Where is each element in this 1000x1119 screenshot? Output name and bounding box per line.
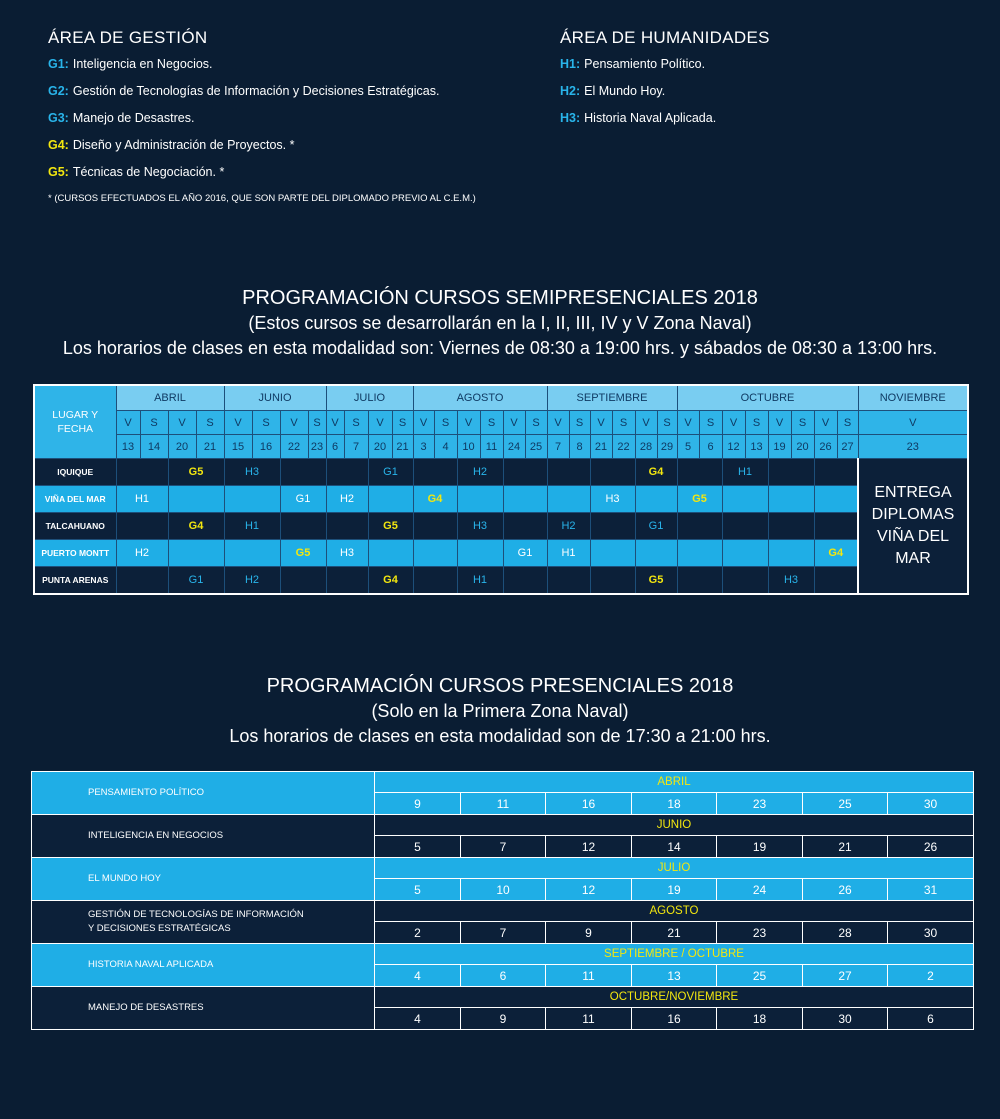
date-cell: 4 (375, 1008, 461, 1030)
schedule-cell (590, 459, 635, 486)
pres-course-row (32, 772, 974, 793)
date-cell: 31 (888, 879, 974, 901)
area-humanidades-title: ÁREA DE HUMANIDADES (560, 28, 770, 47)
gestion-item (48, 110, 476, 137)
semi-date-row (34, 435, 968, 459)
schedule-cell (722, 459, 768, 486)
course-code: H1 (244, 520, 260, 532)
course-code: G5 (648, 574, 664, 586)
course-name: Pensamiento Político. (584, 57, 706, 71)
semi-location-row (34, 540, 968, 567)
day-cell: S (434, 411, 457, 435)
day-cell: V (635, 411, 657, 435)
date-cell: 26 (803, 879, 888, 901)
areas-section (48, 28, 988, 218)
course-code: G5 (383, 520, 398, 532)
date-cell: 9 (546, 922, 632, 944)
schedule-cell (168, 486, 224, 513)
course-code: H3 (244, 466, 260, 478)
schedule-cell (635, 486, 677, 513)
schedule-cell (413, 513, 457, 540)
date-cell: 12 (546, 836, 632, 858)
date-cell: 27 (837, 435, 858, 459)
schedule-cell (280, 486, 326, 513)
date-cell: 21 (392, 435, 413, 459)
schedule-cell (677, 459, 722, 486)
schedule-cell (722, 567, 768, 595)
course-name-cell: GESTIÓN DE TECNOLOGÍAS DE INFORMACIÓN Y DECISIONES ESTRATÉGICAS (32, 901, 375, 944)
date-cell: 6 (699, 435, 722, 459)
humanidades-item (560, 110, 770, 137)
day-cell: V (503, 411, 525, 435)
date-cell: 6 (326, 435, 344, 459)
day-cell: V (590, 411, 612, 435)
gestion-item (48, 83, 476, 110)
semi-location-row (34, 567, 968, 595)
schedule-cell (368, 540, 413, 567)
schedule-cell (677, 540, 722, 567)
course-code: H1 (561, 547, 576, 559)
location-cell: TALCAHUANO (34, 513, 116, 540)
location-cell: IQUIQUE (34, 459, 116, 486)
date-cell: 21 (803, 836, 888, 858)
date-cell: 20 (791, 435, 814, 459)
course-code: G2: (48, 84, 69, 98)
gestion-item (48, 137, 476, 164)
schedule-cell (368, 486, 413, 513)
date-cell: 5 (375, 836, 461, 858)
date-cell: 19 (768, 435, 791, 459)
pres-course-row (32, 858, 974, 879)
course-code: H1 (472, 574, 488, 586)
schedule-cell (814, 459, 858, 486)
schedule-cell (722, 540, 768, 567)
schedule-cell (168, 540, 224, 567)
schedule-cell (814, 486, 858, 513)
course-code: G4 (188, 520, 204, 532)
schedule-cell (326, 513, 368, 540)
semi-location-row (34, 459, 968, 486)
date-cell: 13 (632, 965, 717, 987)
date-cell: 11 (546, 1008, 632, 1030)
schedule-cell (590, 513, 635, 540)
schedule-cell (590, 540, 635, 567)
schedule-cell (503, 567, 547, 595)
day-cell: V (368, 411, 392, 435)
date-cell: 25 (717, 965, 803, 987)
month-header: AGOSTO (413, 385, 547, 411)
semi-heading (0, 286, 1000, 361)
date-cell: 9 (461, 1008, 546, 1030)
day-cell: S (196, 411, 224, 435)
location-cell: PUERTO MONTT (34, 540, 116, 567)
month-header: OCTUBRE (677, 385, 858, 411)
pres-course-row (32, 815, 974, 836)
semi-schedule-table (33, 384, 969, 595)
course-name-cell: MANEJO DE DESASTRES (32, 987, 375, 1030)
course-code: G4 (648, 466, 664, 478)
day-cell: S (308, 411, 326, 435)
humanidades-item (560, 56, 770, 83)
date-cell: 28 (803, 922, 888, 944)
schedule-cell (590, 486, 635, 513)
schedule-cell (224, 513, 280, 540)
course-name-cell: PENSAMIENTO POLÍTICO (32, 772, 375, 815)
schedule-cell (224, 459, 280, 486)
area-note: * (CURSOS EFECTUADOS EL AÑO 2016, QUE SON PARTE DEL DIPLOMADO PREVIO AL C.E.M.) (48, 193, 476, 204)
course-code: H1 (134, 493, 150, 505)
date-cell: 5 (677, 435, 699, 459)
date-cell: 16 (546, 793, 632, 815)
date-cell: 26 (814, 435, 837, 459)
schedule-cell (280, 513, 326, 540)
schedule-cell (368, 567, 413, 595)
pres-title: PROGRAMACIÓN CURSOS PRESENCIALES 2018 (266, 675, 734, 697)
schedule-cell (368, 513, 413, 540)
course-code: H2 (339, 493, 355, 505)
schedule-cell (635, 567, 677, 595)
course-code: H2 (472, 466, 488, 478)
date-cell: 19 (717, 836, 803, 858)
schedule-cell (503, 513, 547, 540)
course-name-cell: HISTORIA NAVAL APLICADA (32, 944, 375, 987)
schedule-cell (413, 540, 457, 567)
day-cell: S (657, 411, 677, 435)
schedule-cell (280, 567, 326, 595)
day-cell: S (525, 411, 547, 435)
date-cell: 30 (888, 793, 974, 815)
day-cell: V (677, 411, 699, 435)
course-name: El Mundo Hoy. (584, 84, 666, 98)
course-code: H3: (560, 111, 581, 125)
date-cell: 27 (803, 965, 888, 987)
schedule-cell (768, 540, 814, 567)
schedule-cell (768, 486, 814, 513)
date-cell: 8 (569, 435, 590, 459)
area-humanidades (560, 28, 770, 137)
course-code: G1 (295, 493, 311, 505)
schedule-cell (116, 486, 168, 513)
course-name: Diseño y Administración de Proyectos. * (72, 138, 295, 152)
date-cell: 11 (461, 793, 546, 815)
pres-hours: Los horarios de clases en esta modalidad son de 17:30 a 21:00 hrs. (229, 726, 771, 746)
date-cell: 14 (632, 836, 717, 858)
date-cell: 7 (461, 836, 546, 858)
schedule-cell (168, 459, 224, 486)
schedule-cell (326, 540, 368, 567)
semi-location-row (34, 486, 968, 513)
schedule-cell (326, 567, 368, 595)
schedule-cell (547, 540, 590, 567)
schedule-cell (457, 459, 503, 486)
course-code: H3 (472, 520, 488, 532)
date-cell: 9 (375, 793, 461, 815)
humanidades-item (560, 83, 770, 110)
month-cell: OCTUBRE/NOVIEMBRE (375, 987, 974, 1008)
date-cell: 14 (140, 435, 168, 459)
date-cell: 24 (503, 435, 525, 459)
schedule-cell (368, 459, 413, 486)
pres-subtitle: (Solo en la Primera Zona Naval) (371, 701, 629, 721)
course-code: H3 (339, 547, 355, 559)
schedule-cell (116, 459, 168, 486)
schedule-cell (814, 540, 858, 567)
area-gestion (48, 28, 476, 204)
schedule-cell (116, 567, 168, 595)
date-cell: 7 (547, 435, 569, 459)
day-cell: S (837, 411, 858, 435)
schedule-cell (503, 459, 547, 486)
schedule-cell (280, 459, 326, 486)
day-cell: V (280, 411, 308, 435)
course-name-cell: EL MUNDO HOY (32, 858, 375, 901)
course-code: G1 (648, 520, 664, 532)
semi-month-row (34, 385, 968, 411)
course-code: H2: (560, 84, 581, 98)
schedule-cell (326, 459, 368, 486)
schedule-cell (224, 486, 280, 513)
month-cell: JULIO (375, 858, 974, 879)
month-header: SEPTIEMBRE (547, 385, 677, 411)
date-cell: 10 (457, 435, 480, 459)
course-code: G5: (48, 165, 69, 179)
date-cell: 13 (116, 435, 140, 459)
course-code: G5 (188, 466, 204, 478)
pres-course-row (32, 987, 974, 1008)
date-cell: 5 (375, 879, 461, 901)
pres-heading (0, 674, 1000, 749)
day-cell: V (768, 411, 791, 435)
schedule-cell (768, 459, 814, 486)
course-code: G5 (295, 547, 311, 559)
semi-location-row (34, 513, 968, 540)
day-cell: S (612, 411, 635, 435)
date-cell: 21 (196, 435, 224, 459)
day-cell: V (224, 411, 252, 435)
lugar-fecha-header: LUGAR Y FECHA (34, 385, 116, 459)
day-cell: S (745, 411, 768, 435)
date-cell: 23 (717, 793, 803, 815)
course-code: H2 (134, 547, 150, 559)
course-code: G4 (427, 493, 443, 505)
date-cell: 18 (632, 793, 717, 815)
schedule-cell (635, 459, 677, 486)
day-cell: S (699, 411, 722, 435)
date-cell: 2 (888, 965, 974, 987)
schedule-cell (503, 540, 547, 567)
day-cell: S (480, 411, 503, 435)
schedule-cell (547, 486, 590, 513)
date-cell: 3 (413, 435, 434, 459)
day-cell: S (344, 411, 368, 435)
schedule-cell (677, 513, 722, 540)
semi-hours: Los horarios de clases en esta modalidad son: Viernes de 08:30 a 19:00 hrs. y sábados de 08:30 a 13:00 hrs. (62, 338, 938, 358)
pres-course-row (32, 944, 974, 965)
course-name: Gestión de Tecnologías de Información y Decisiones Estratégicas. (72, 84, 440, 98)
course-code: G1 (188, 574, 204, 586)
day-cell: V (116, 411, 140, 435)
course-code: H1 (737, 466, 753, 478)
schedule-cell (457, 513, 503, 540)
date-cell: 16 (252, 435, 280, 459)
month-header: JUNIO (224, 385, 326, 411)
date-cell: 22 (280, 435, 308, 459)
schedule-cell (326, 486, 368, 513)
day-cell: S (140, 411, 168, 435)
semi-subtitle: (Estos cursos se desarrollarán en la I, II, III, IV y V Zona Naval) (248, 313, 752, 333)
course-code: G5 (692, 493, 707, 505)
course-name: Manejo de Desastres. (72, 111, 195, 125)
entrega-diplomas: ENTREGA DIPLOMAS VIÑA DEL MAR (858, 459, 968, 595)
course-name-cell: INTELIGENCIA EN NEGOCIOS (32, 815, 375, 858)
date-cell: 21 (632, 922, 717, 944)
date-cell: 28 (635, 435, 657, 459)
date-cell: 20 (168, 435, 196, 459)
schedule-cell (457, 540, 503, 567)
date-cell: 21 (590, 435, 612, 459)
course-code: H2 (244, 574, 260, 586)
date-cell: 4 (434, 435, 457, 459)
schedule-cell (635, 513, 677, 540)
date-cell: 6 (888, 1008, 974, 1030)
course-name: Historia Naval Aplicada. (584, 111, 717, 125)
gestion-item (48, 56, 476, 83)
schedule-cell (224, 540, 280, 567)
month-cell: AGOSTO (375, 901, 974, 922)
date-cell: 7 (461, 922, 546, 944)
area-gestion-title: ÁREA DE GESTIÓN (48, 28, 208, 47)
date-cell: 2 (375, 922, 461, 944)
semi-title: PROGRAMACIÓN CURSOS SEMIPRESENCIALES 2018 (242, 287, 758, 309)
course-code: H1: (560, 57, 581, 71)
day-cell: V (858, 411, 968, 435)
schedule-cell (413, 486, 457, 513)
schedule-cell (116, 513, 168, 540)
course-code: G1 (383, 466, 398, 478)
semi-day-row (34, 411, 968, 435)
day-cell: S (569, 411, 590, 435)
date-cell: 30 (888, 922, 974, 944)
course-name: Técnicas de Negociación. * (72, 165, 225, 179)
schedule-cell (677, 486, 722, 513)
schedule-cell (547, 459, 590, 486)
schedule-cell (814, 567, 858, 595)
day-cell: S (791, 411, 814, 435)
schedule-cell (503, 486, 547, 513)
date-cell: 30 (803, 1008, 888, 1030)
schedule-cell (168, 513, 224, 540)
date-cell: 18 (717, 1008, 803, 1030)
course-code: G1: (48, 57, 69, 71)
date-cell: 11 (480, 435, 503, 459)
day-cell: V (722, 411, 745, 435)
day-cell: V (413, 411, 434, 435)
schedule-cell (635, 540, 677, 567)
course-code: G4 (828, 547, 844, 559)
location-cell: VIÑA DEL MAR (34, 486, 116, 513)
day-cell: V (168, 411, 196, 435)
date-cell: 12 (546, 879, 632, 901)
date-cell: 23 (858, 435, 968, 459)
date-cell: 4 (375, 965, 461, 987)
month-header: JULIO (326, 385, 413, 411)
schedule-cell (768, 567, 814, 595)
date-cell: 19 (632, 879, 717, 901)
day-cell: S (392, 411, 413, 435)
date-cell: 29 (657, 435, 677, 459)
course-name: Inteligencia en Negocios. (72, 57, 213, 71)
location-cell: PUNTA ARENAS (34, 567, 116, 595)
date-cell: 12 (722, 435, 745, 459)
day-cell: V (547, 411, 569, 435)
date-cell: 15 (224, 435, 252, 459)
schedule-cell (722, 486, 768, 513)
schedule-cell (677, 567, 722, 595)
course-code: G4 (383, 574, 398, 586)
date-cell: 13 (745, 435, 768, 459)
schedule-cell (224, 567, 280, 595)
date-cell: 16 (632, 1008, 717, 1030)
course-code: H3 (605, 493, 620, 505)
date-cell: 6 (461, 965, 546, 987)
gestion-item (48, 164, 476, 191)
pres-schedule-table (31, 771, 974, 1030)
date-cell: 24 (717, 879, 803, 901)
date-cell: 23 (308, 435, 326, 459)
course-code: H2 (561, 520, 576, 532)
schedule-cell (413, 459, 457, 486)
schedule-cell (547, 567, 590, 595)
month-cell: SEPTIEMBRE / OCTUBRE (375, 944, 974, 965)
date-cell: 25 (525, 435, 547, 459)
date-cell: 7 (344, 435, 368, 459)
day-cell: V (457, 411, 480, 435)
date-cell: 26 (888, 836, 974, 858)
date-cell: 22 (612, 435, 635, 459)
day-cell: V (326, 411, 344, 435)
schedule-cell (814, 513, 858, 540)
schedule-cell (457, 567, 503, 595)
date-cell: 25 (803, 793, 888, 815)
schedule-cell (280, 540, 326, 567)
date-cell: 20 (368, 435, 392, 459)
month-cell: JUNIO (375, 815, 974, 836)
schedule-cell (768, 513, 814, 540)
schedule-cell (590, 567, 635, 595)
date-cell: 10 (461, 879, 546, 901)
month-header: ABRIL (116, 385, 224, 411)
course-code: G1 (517, 547, 533, 559)
schedule-cell (547, 513, 590, 540)
schedule-cell (722, 513, 768, 540)
schedule-cell (116, 540, 168, 567)
schedule-cell (168, 567, 224, 595)
day-cell: S (252, 411, 280, 435)
course-code: G4: (48, 138, 69, 152)
date-cell: 11 (546, 965, 632, 987)
schedule-cell (457, 486, 503, 513)
date-cell: 23 (717, 922, 803, 944)
month-header: NOVIEMBRE (858, 385, 968, 411)
schedule-cell (413, 567, 457, 595)
pres-course-row (32, 901, 974, 922)
day-cell: V (814, 411, 837, 435)
course-code: H3 (783, 574, 799, 586)
course-code: G3: (48, 111, 69, 125)
month-cell: ABRIL (375, 772, 974, 793)
